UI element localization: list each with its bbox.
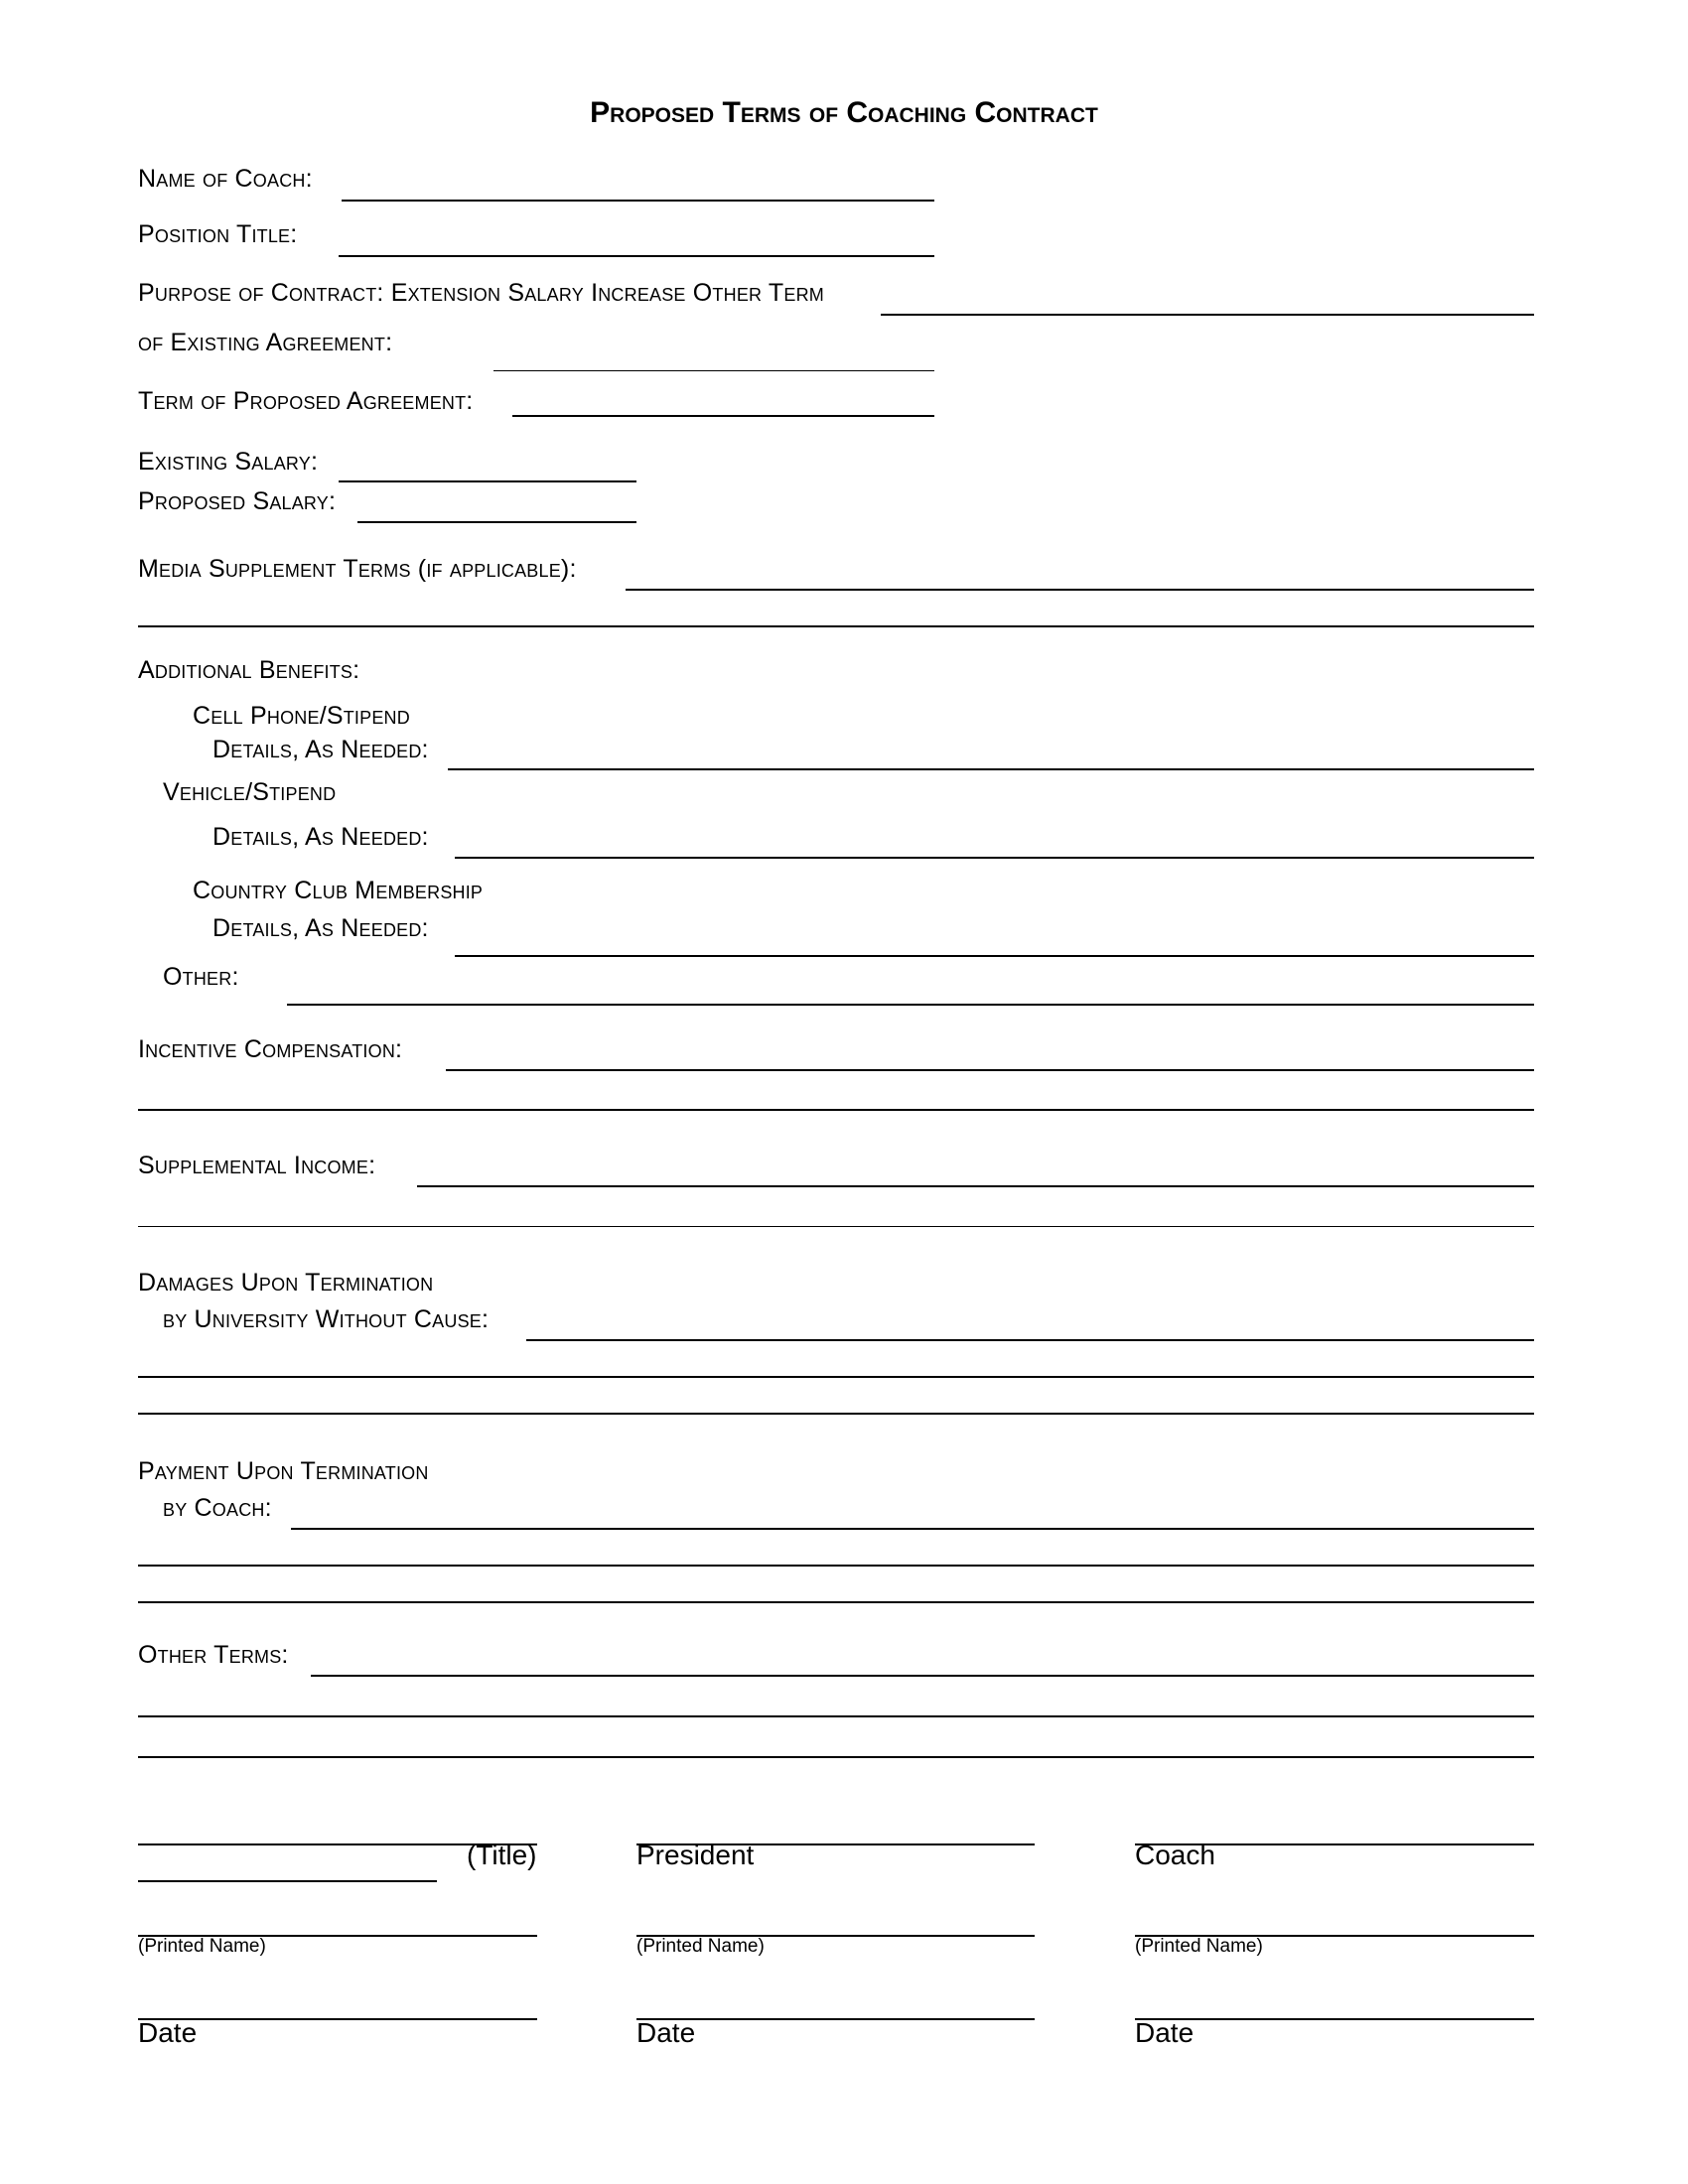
name-of-coach-label: Name of Coach: (138, 165, 313, 193)
cell-phone-details-field[interactable] (448, 768, 1534, 770)
col1-title-field[interactable] (138, 1880, 437, 1882)
existing-agreement-label: of Existing Agreement: (138, 329, 393, 356)
cell-phone-label: Cell Phone/Stipend (193, 702, 410, 730)
damages-field-line3[interactable] (138, 1413, 1534, 1415)
proposed-salary-field[interactable] (357, 521, 636, 523)
payment-field-line3[interactable] (138, 1601, 1534, 1603)
supplemental-income-field[interactable] (417, 1185, 1534, 1187)
additional-benefits-label: Additional Benefits: (138, 656, 360, 684)
position-title-field[interactable] (339, 255, 934, 257)
existing-agreement-field[interactable] (493, 370, 934, 371)
damages-without-cause-label: by University Without Cause: (163, 1305, 490, 1333)
vehicle-details-label: Details, As Needed: (212, 823, 429, 851)
col3-coach-label: Coach (1135, 1840, 1215, 1870)
page-title: Proposed Terms of Coaching Contract (590, 96, 1098, 129)
purpose-of-contract-field[interactable] (881, 314, 1534, 316)
existing-salary-field[interactable] (339, 480, 636, 482)
payment-field[interactable] (291, 1528, 1534, 1530)
term-of-proposed-agreement-label: Term of Proposed Agreement: (138, 387, 474, 415)
term-of-proposed-agreement-field[interactable] (512, 415, 934, 417)
col2-date-label: Date (636, 2017, 696, 2048)
existing-salary-label: Existing Salary: (138, 448, 319, 476)
other-terms-field-line2[interactable] (138, 1715, 1534, 1717)
position-title-label: Position Title: (138, 220, 298, 248)
payment-by-coach-label: by Coach: (163, 1494, 272, 1522)
col2-date-line[interactable] (636, 2018, 1035, 2020)
incentive-compensation-field-line2[interactable] (138, 1109, 1534, 1111)
damages-field-line2[interactable] (138, 1376, 1534, 1378)
cell-phone-details-label: Details, As Needed: (212, 736, 429, 763)
name-of-coach-field[interactable] (342, 200, 934, 202)
col3-date-label: Date (1135, 2017, 1195, 2048)
supplemental-income-label: Supplemental Income: (138, 1152, 376, 1179)
payment-termination-label: Payment Upon Termination (138, 1457, 429, 1485)
media-supplement-label: Media Supplement Terms (if applicable): (138, 555, 577, 583)
other-terms-field[interactable] (311, 1675, 1534, 1677)
col3-date-line[interactable] (1135, 2018, 1534, 2020)
media-supplement-field-line2[interactable] (138, 625, 1534, 627)
col1-title-label: (Title) (467, 1840, 537, 1870)
vehicle-details-field[interactable] (455, 857, 1534, 859)
col3-printed-name-label: (Printed Name) (1135, 1936, 1263, 1957)
supplemental-income-field-line2[interactable] (138, 1226, 1534, 1227)
col2-printed-name-label: (Printed Name) (636, 1936, 765, 1957)
other-terms-field-line3[interactable] (138, 1756, 1534, 1758)
other-terms-label: Other Terms: (138, 1641, 289, 1669)
col1-date-label: Date (138, 2017, 198, 2048)
col2-president-label: President (636, 1840, 755, 1870)
media-supplement-field[interactable] (626, 589, 1534, 591)
damages-termination-label: Damages Upon Termination (138, 1269, 434, 1297)
col1-printed-name-label: (Printed Name) (138, 1936, 266, 1957)
country-club-details-label: Details, As Needed: (212, 914, 429, 942)
purpose-of-contract-label: Purpose of Contract: Extension Salary Increase Other Term (138, 279, 824, 307)
other-benefit-field[interactable] (287, 1004, 1534, 1006)
incentive-compensation-field[interactable] (446, 1069, 1534, 1071)
other-benefit-label: Other: (163, 963, 239, 991)
proposed-salary-label: Proposed Salary: (138, 487, 337, 515)
payment-field-line2[interactable] (138, 1565, 1534, 1567)
col1-date-line[interactable] (138, 2018, 537, 2020)
vehicle-label: Vehicle/Stipend (163, 778, 337, 806)
country-club-details-field[interactable] (455, 955, 1534, 957)
incentive-compensation-label: Incentive Compensation: (138, 1035, 403, 1063)
country-club-label: Country Club Membership (193, 877, 484, 904)
damages-field[interactable] (526, 1339, 1534, 1341)
